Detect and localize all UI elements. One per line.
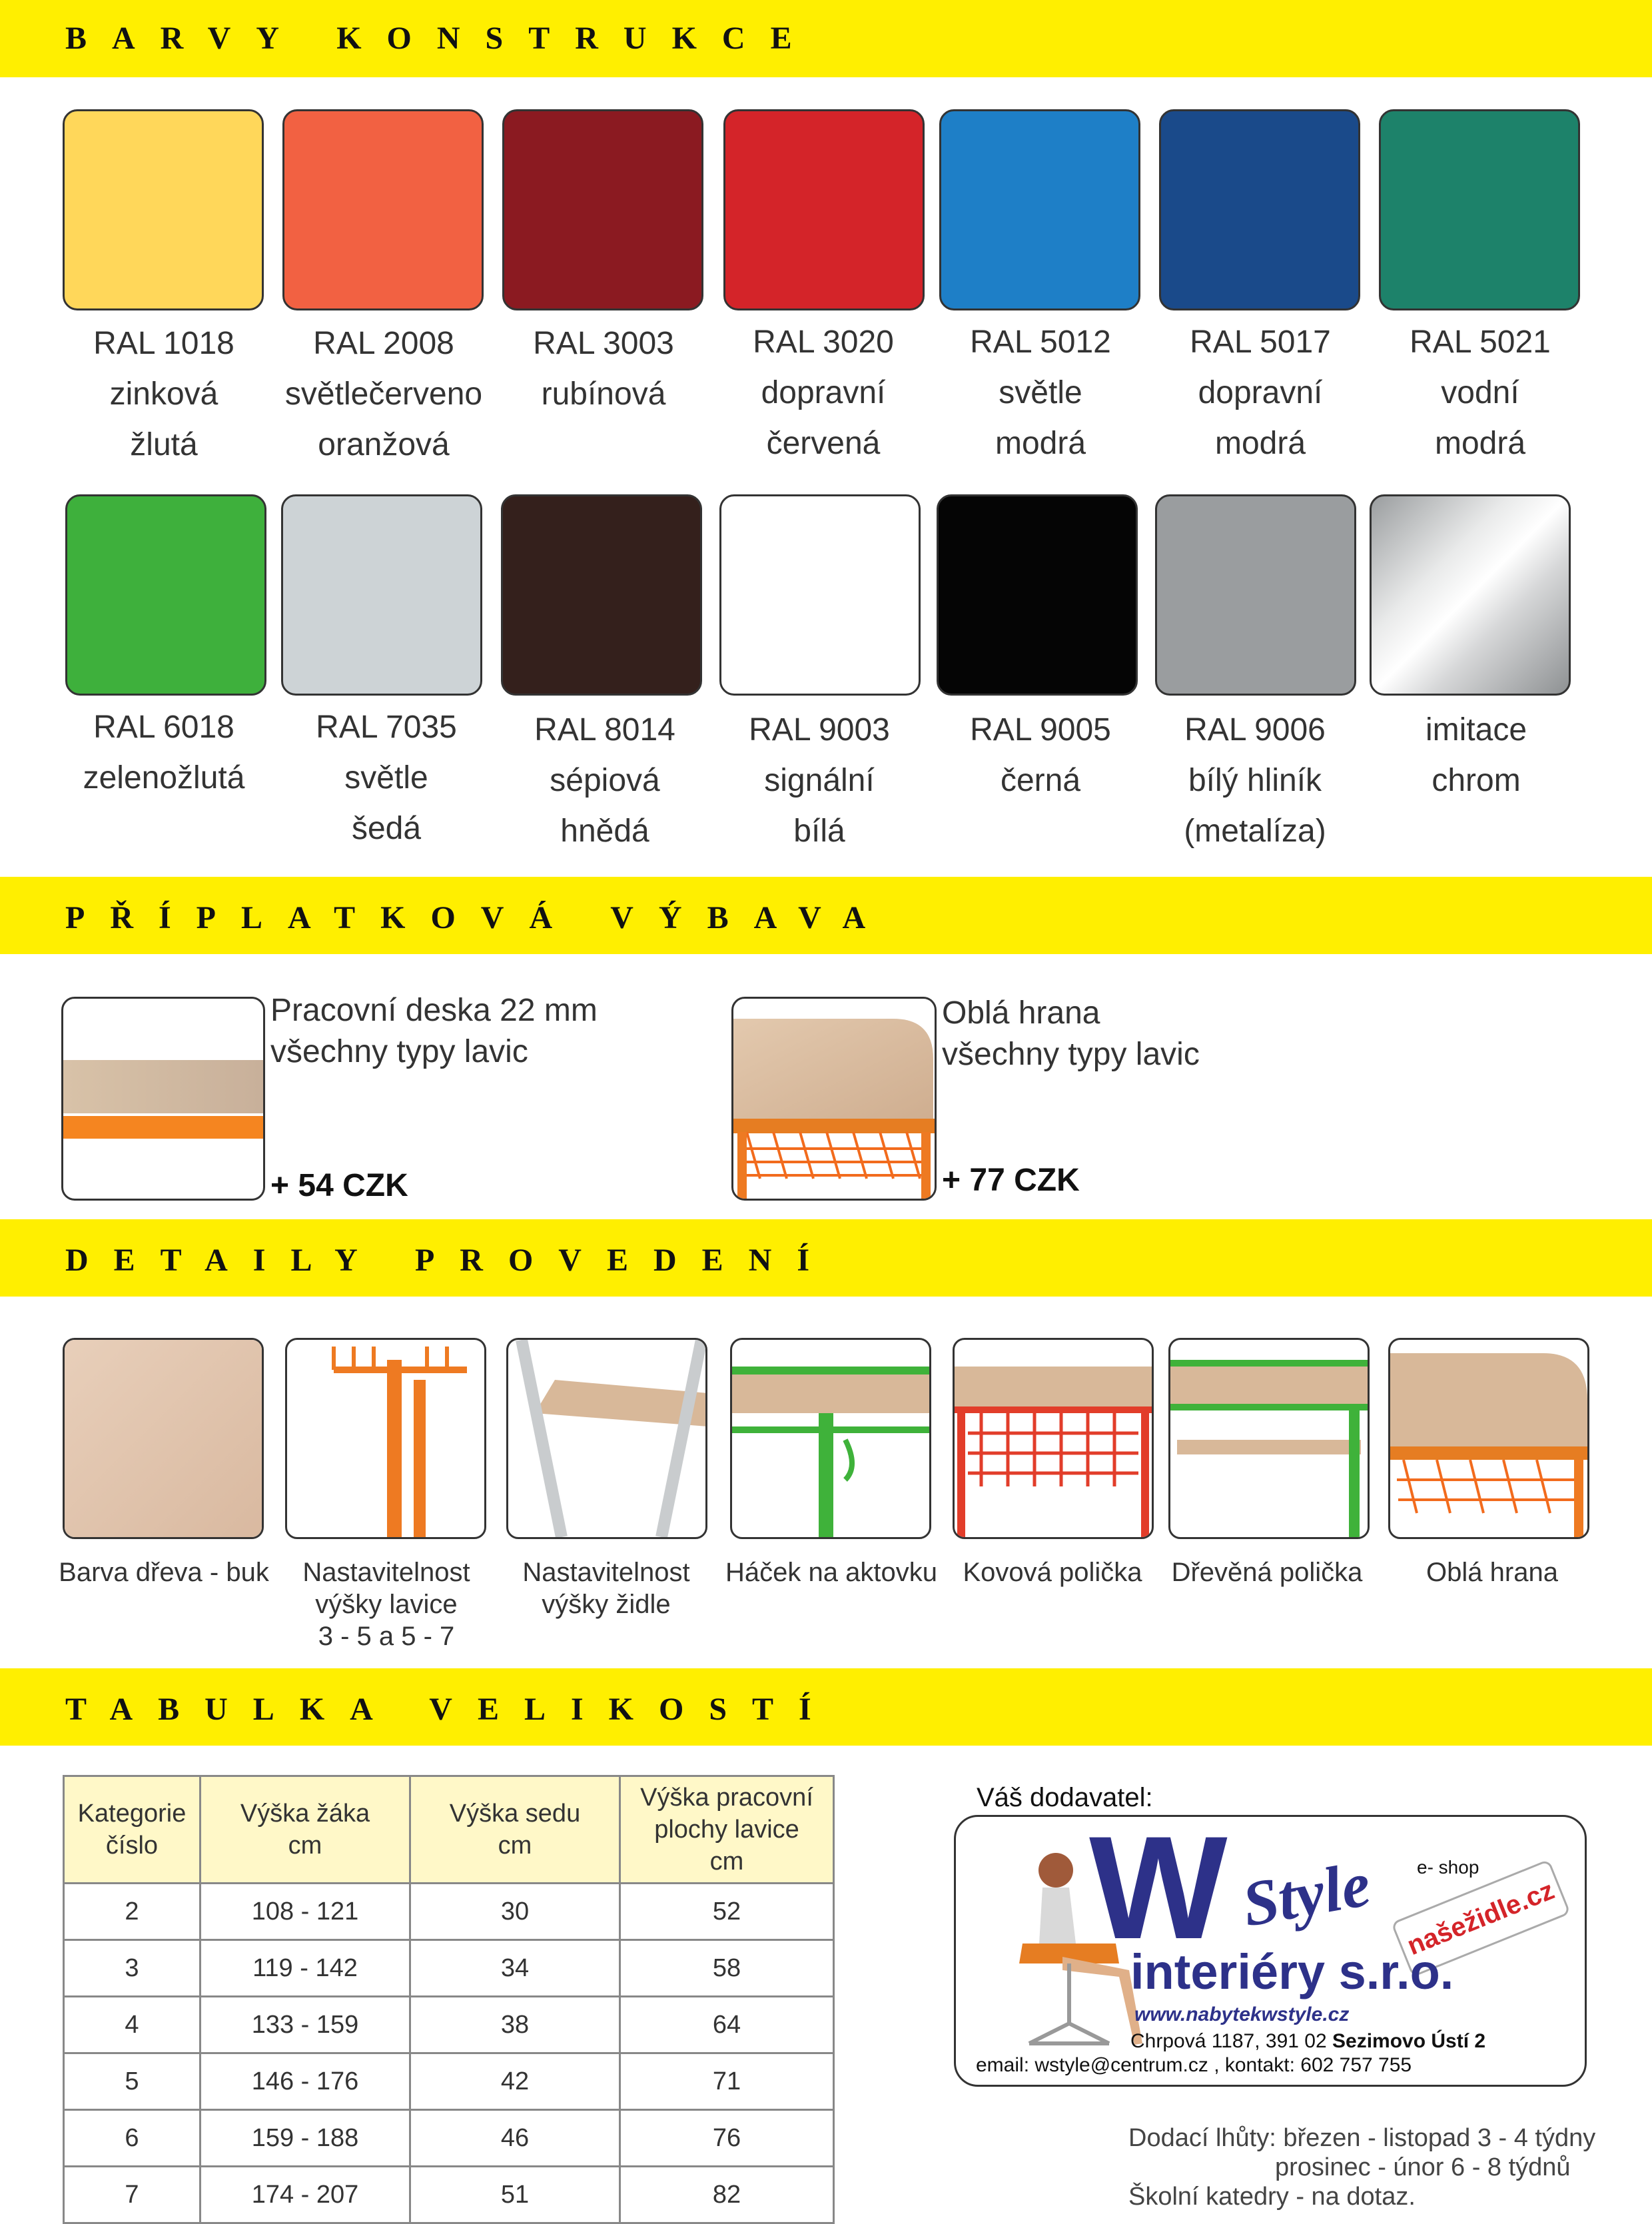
- table-cell: 46: [410, 2110, 620, 2167]
- logo-style: Style: [1237, 1848, 1376, 1940]
- color-label: RAL 9005 černá: [970, 712, 1111, 798]
- options-section-title: PŘÍPLATKOVÁ VÝBAVA: [65, 900, 891, 935]
- color-swatch-ral-1018: [63, 109, 264, 310]
- table-cell: 2: [64, 1884, 201, 1940]
- table-cell: 52: [620, 1884, 834, 1940]
- detail-label: Nastavitelnost výšky lavice 3 - 5 a 5 - 7: [302, 1558, 470, 1651]
- details-section-header: [0, 1219, 1652, 1297]
- color-swatch-ral-9006: [1155, 494, 1356, 696]
- supplier-card: [954, 1815, 1587, 2087]
- table-row: [64, 2167, 834, 2223]
- color-swatch-chrome: [1370, 494, 1571, 696]
- color-label: RAL 5012 světle modrá: [970, 324, 1111, 461]
- size-table-header-row: [64, 1776, 834, 1884]
- color-label: RAL 5021 vodní modrá: [1410, 324, 1551, 461]
- delivery-line-2: prosinec - únor 6 - 8 týdnů: [1275, 2153, 1571, 2181]
- colors-section-title: BARVY KONSTRUKCE: [65, 21, 817, 56]
- table-cell: 4: [64, 1997, 201, 2053]
- detail-image-wooden-shelf: [1168, 1338, 1370, 1539]
- size-table: [63, 1775, 835, 2224]
- detail-label: Nastavitelnost výšky židle: [522, 1558, 690, 1619]
- detail-label: Oblá hrana: [1426, 1558, 1558, 1587]
- color-swatch-ral-5017: [1159, 109, 1360, 310]
- detail-image-rounded-edge: [1388, 1338, 1589, 1539]
- sizes-section-header: [0, 1668, 1652, 1746]
- company-contact: email: wstyle@centrum.cz , kontakt: 602 757 755: [976, 2054, 1412, 2076]
- option-rounded-edge-price: + 77 CZK: [942, 1163, 1080, 1198]
- delivery-line-1: Dodací lhůty: březen - listopad 3 - 4 týdny: [1128, 2124, 1596, 2152]
- table-cell: 146 - 176: [201, 2053, 410, 2110]
- table-cell: 38: [410, 1997, 620, 2053]
- table-row: [64, 1997, 834, 2053]
- color-label: RAL 5017 dopravní modrá: [1190, 324, 1331, 461]
- sizes-section-title: TABULKA VELIKOSTÍ: [65, 1692, 837, 1727]
- color-label: RAL 3003 rubínová: [533, 326, 674, 412]
- wstyle-logo: [1089, 1815, 1436, 1969]
- color-swatch-ral-5021: [1379, 109, 1580, 310]
- color-label: RAL 9003 signální bílá: [749, 712, 890, 849]
- table-cell: 71: [620, 2053, 834, 2110]
- table-row: [64, 2110, 834, 2167]
- size-table-header: Kategorie číslo: [64, 1776, 201, 1884]
- table-cell: 76: [620, 2110, 834, 2167]
- option-image-rounded-edge: [731, 997, 937, 1201]
- detail-label: Háček na aktovku: [725, 1558, 937, 1587]
- detail-label: Dřevěná polička: [1171, 1558, 1363, 1587]
- table-cell: 34: [410, 1940, 620, 1997]
- color-label: RAL 7035 světle šedá: [316, 710, 457, 846]
- color-label: RAL 9006 bílý hliník (metalíza): [1184, 712, 1326, 849]
- company-name: interiéry s.r.o.: [1130, 1944, 1454, 1999]
- size-table-header: Výška pracovní plochy lavice cm: [620, 1776, 834, 1884]
- color-label: RAL 2008 světlečerveno oranžová: [284, 326, 483, 462]
- table-cell: 30: [410, 1884, 620, 1940]
- option-desk-board-price: + 54 CZK: [270, 1168, 408, 1203]
- option-rounded-edge-text: Oblá hrana všechny typy lavic: [942, 995, 1200, 1072]
- eshop-label: e- shop: [1417, 1857, 1479, 1878]
- color-label: RAL 3020 dopravní červená: [753, 324, 894, 461]
- color-label: imitace chrom: [1425, 712, 1527, 798]
- detail-image-metal-shelf: [953, 1338, 1154, 1539]
- table-cell: 58: [620, 1940, 834, 1997]
- company-address: Chrpová 1187, 391 02 Sezimovo Ústí 2: [1130, 2030, 1486, 2052]
- detail-image-wood-color: [63, 1338, 264, 1539]
- supplier-label: Váš dodavatel:: [977, 1783, 1153, 1812]
- color-swatch-ral-6018: [65, 494, 266, 696]
- nasezidle-tag: našežidle.cz: [1391, 1859, 1571, 1977]
- color-label: RAL 8014 sépiová hnědá: [534, 712, 675, 849]
- table-cell: 6: [64, 2110, 201, 2167]
- table-row: [64, 2053, 834, 2110]
- table-cell: 64: [620, 1997, 834, 2053]
- detail-image-bag-hook: [730, 1338, 931, 1539]
- detail-label: Barva dřeva - buk: [59, 1558, 269, 1587]
- option-desk-board-text: Pracovní deska 22 mm všechny typy lavic: [270, 993, 598, 1069]
- table-cell: 3: [64, 1940, 201, 1997]
- delivery-line-3: Školní katedry - na dotaz.: [1128, 2183, 1416, 2211]
- table-cell: 133 - 159: [201, 1997, 410, 2053]
- options-section-header: [0, 877, 1652, 954]
- size-table-header: Výška žáka cm: [201, 1776, 410, 1884]
- color-swatch-ral-8014: [501, 494, 702, 696]
- logo-w: W: [1089, 1815, 1221, 1969]
- table-cell: 159 - 188: [201, 2110, 410, 2167]
- table-row: [64, 1884, 834, 1940]
- table-cell: 51: [410, 2167, 620, 2223]
- table-cell: 82: [620, 2167, 834, 2223]
- color-swatch-ral-7035: [281, 494, 482, 696]
- color-swatch-ral-9003: [719, 494, 921, 696]
- table-cell: 5: [64, 2053, 201, 2110]
- size-table-header: Výška sedu cm: [410, 1776, 620, 1884]
- color-swatch-ral-9005: [937, 494, 1138, 696]
- color-swatch-ral-2008: [282, 109, 484, 310]
- colors-section-header: [0, 0, 1652, 77]
- table-cell: 42: [410, 2053, 620, 2110]
- detail-image-chair-height-adjust: [506, 1338, 707, 1539]
- table-cell: 119 - 142: [201, 1940, 410, 1997]
- color-label: RAL 1018 zinková žlutá: [93, 326, 234, 462]
- detail-label: Kovová polička: [963, 1558, 1142, 1587]
- color-swatch-ral-3020: [723, 109, 925, 310]
- table-cell: 174 - 207: [201, 2167, 410, 2223]
- table-cell: 108 - 121: [201, 1884, 410, 1940]
- details-section-title: DETAILY PROVEDENÍ: [65, 1243, 835, 1278]
- table-cell: 7: [64, 2167, 201, 2223]
- color-swatch-ral-5012: [939, 109, 1140, 310]
- color-swatch-ral-3003: [502, 109, 703, 310]
- option-image-desk-board: [61, 997, 265, 1201]
- color-label: RAL 6018 zelenožlutá: [83, 710, 245, 796]
- table-row: [64, 1940, 834, 1997]
- company-website: www.nabytekwstyle.cz: [1134, 2003, 1350, 2025]
- detail-image-desk-height-adjust: [285, 1338, 486, 1539]
